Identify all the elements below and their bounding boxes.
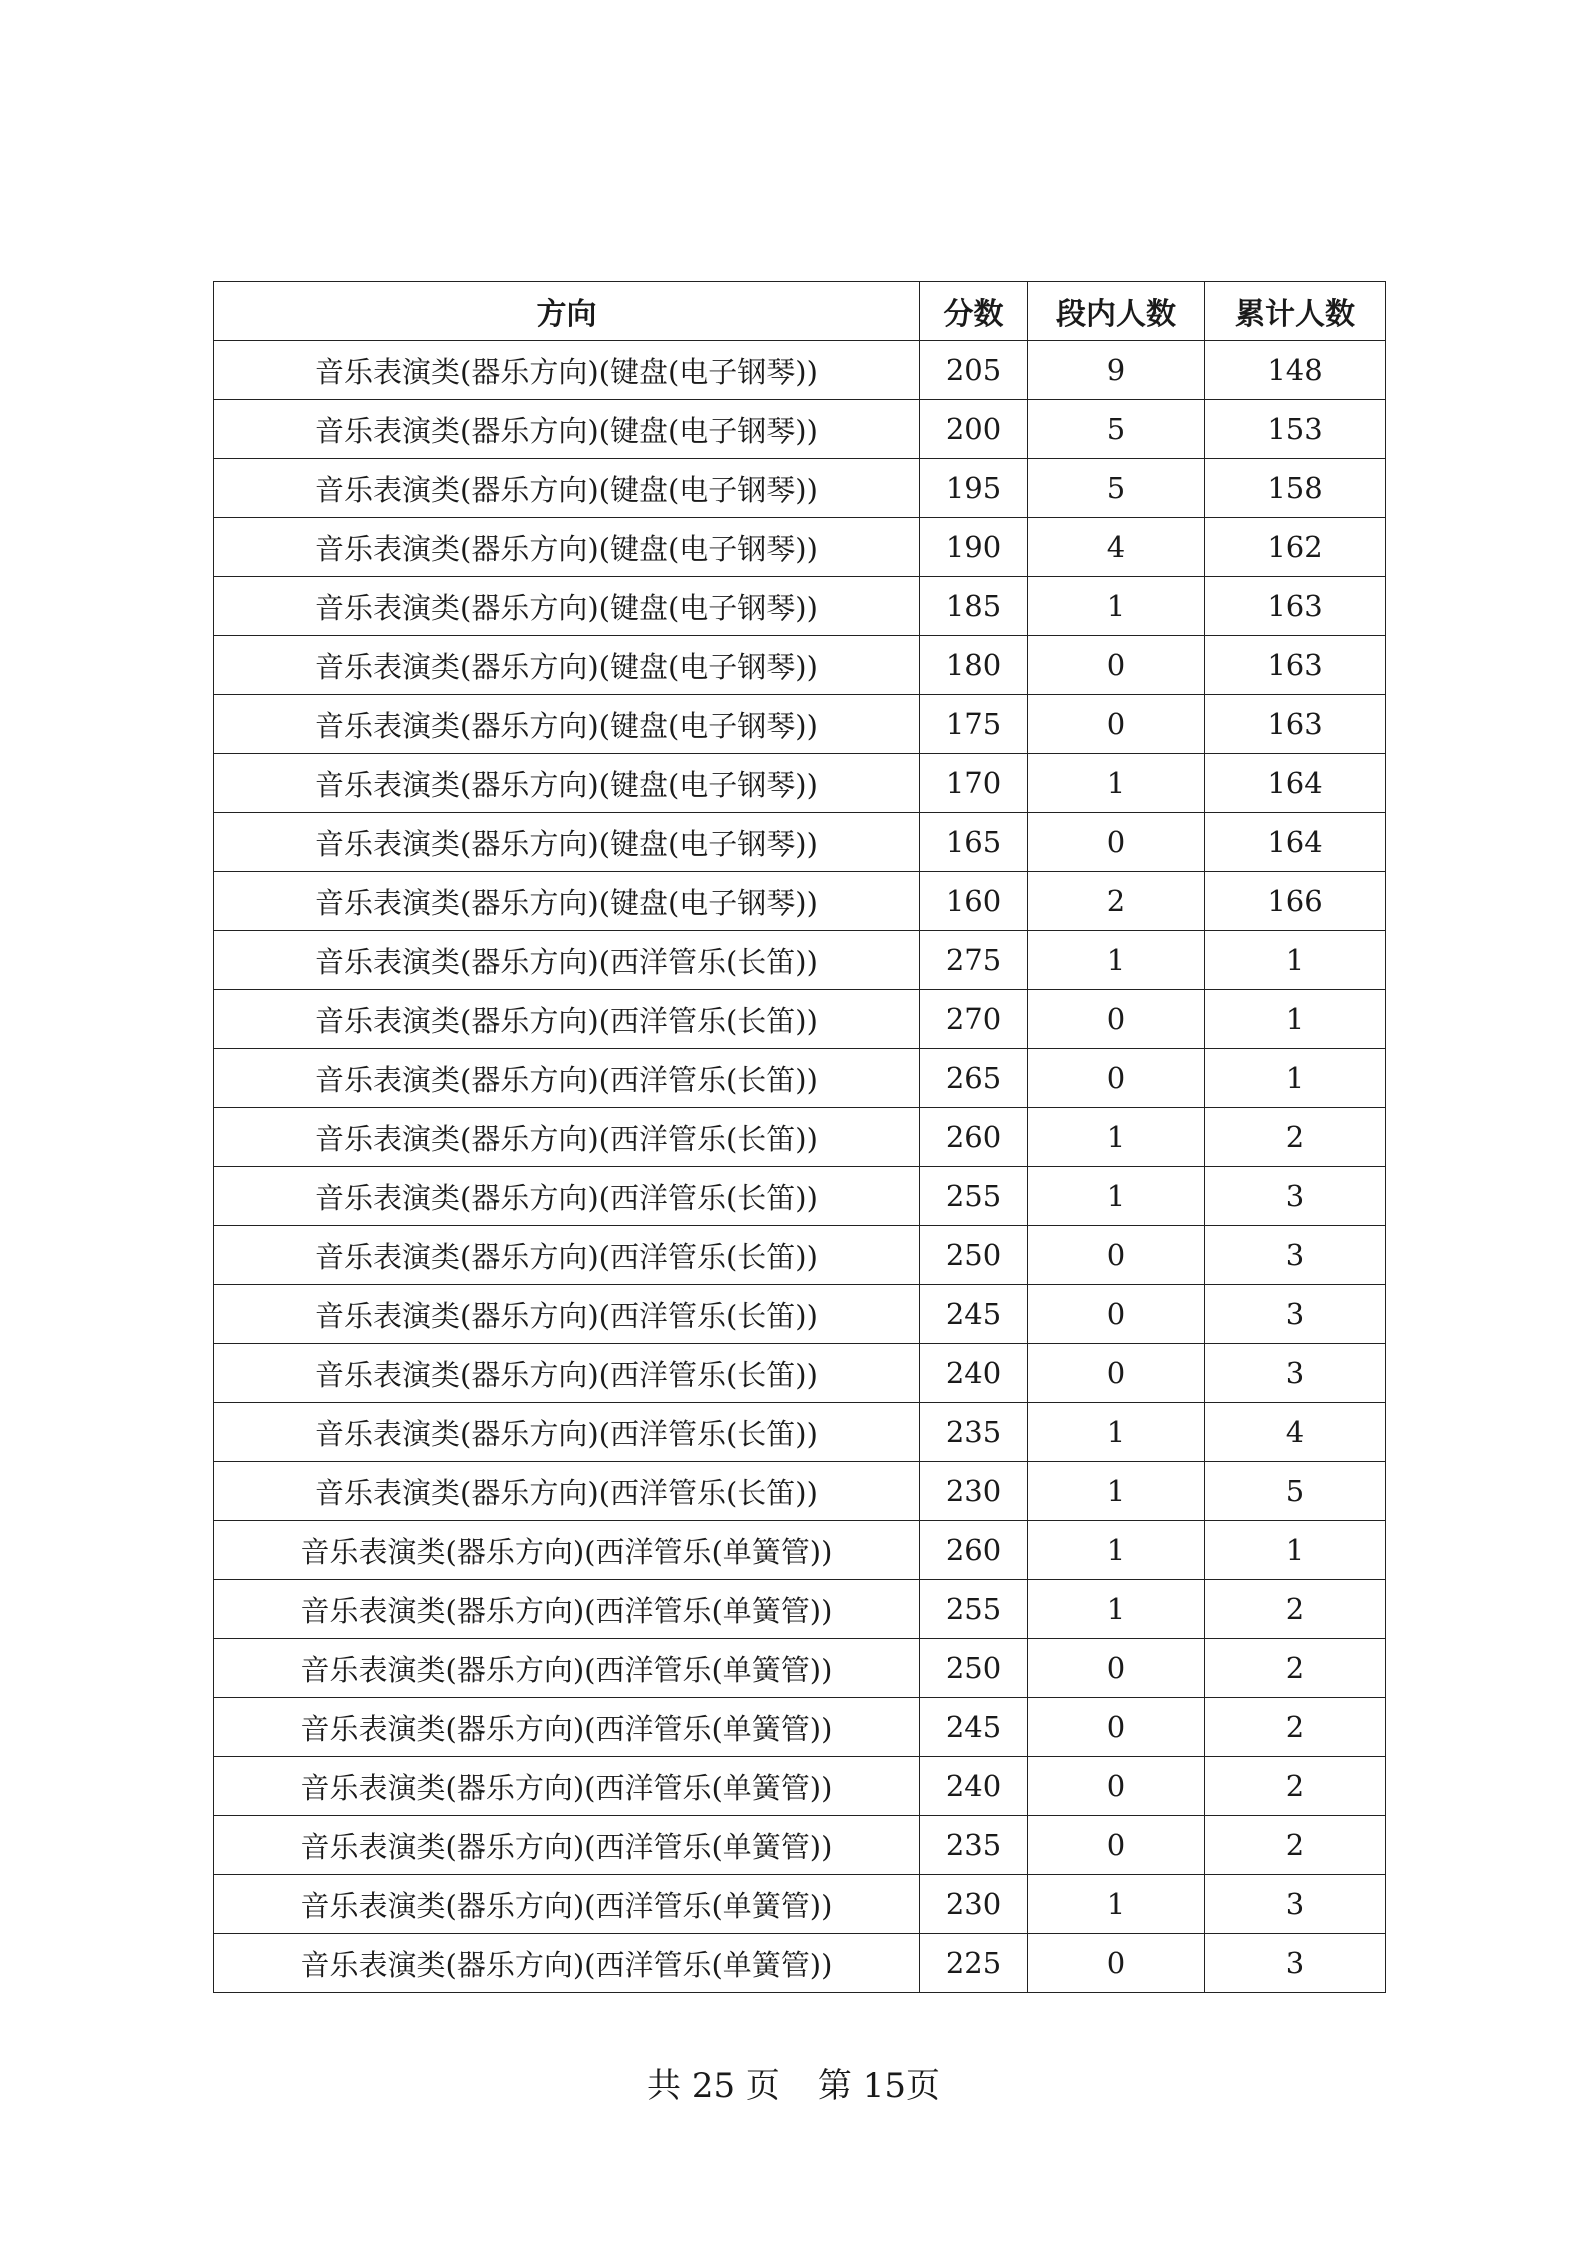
- cell-direction: 音乐表演类(器乐方向)(键盘(电子钢琴)): [214, 341, 920, 400]
- cell-score: 235: [920, 1816, 1028, 1875]
- cell-cumulative-count: 162: [1205, 518, 1386, 577]
- current-page: 第 15页: [817, 2066, 940, 2106]
- cell-score: 175: [920, 695, 1028, 754]
- cell-band-count: 1: [1028, 1108, 1205, 1167]
- cell-score: 250: [920, 1226, 1028, 1285]
- cell-score: 240: [920, 1344, 1028, 1403]
- cell-cumulative-count: 163: [1205, 577, 1386, 636]
- cell-score: 185: [920, 577, 1028, 636]
- total-pages: 共 25 页: [647, 2066, 780, 2106]
- cell-band-count: 1: [1028, 1875, 1205, 1934]
- table-row: [214, 1934, 1386, 1993]
- table-row: [214, 1757, 1386, 1816]
- cell-cumulative-count: 2: [1205, 1698, 1386, 1757]
- cell-score: 170: [920, 754, 1028, 813]
- cell-direction: 音乐表演类(器乐方向)(键盘(电子钢琴)): [214, 754, 920, 813]
- cell-band-count: 1: [1028, 577, 1205, 636]
- cell-score: 160: [920, 872, 1028, 931]
- cell-score: 240: [920, 1757, 1028, 1816]
- table-row: [214, 400, 1386, 459]
- table-row: [214, 1580, 1386, 1639]
- cell-cumulative-count: 3: [1205, 1875, 1386, 1934]
- cell-score: 230: [920, 1875, 1028, 1934]
- cell-band-count: 2: [1028, 872, 1205, 931]
- cell-score: 255: [920, 1167, 1028, 1226]
- score-table-container: [213, 281, 1385, 1993]
- header-cumulative-count: 累计人数: [1205, 282, 1386, 341]
- cell-direction: 音乐表演类(器乐方向)(键盘(电子钢琴)): [214, 872, 920, 931]
- table-row: [214, 1698, 1386, 1757]
- cell-band-count: 1: [1028, 1167, 1205, 1226]
- cell-band-count: 1: [1028, 1403, 1205, 1462]
- cell-score: 180: [920, 636, 1028, 695]
- cell-direction: 音乐表演类(器乐方向)(西洋管乐(长笛)): [214, 1344, 920, 1403]
- cell-cumulative-count: 1: [1205, 931, 1386, 990]
- cell-band-count: 0: [1028, 1344, 1205, 1403]
- cell-cumulative-count: 148: [1205, 341, 1386, 400]
- table-row: [214, 1462, 1386, 1521]
- cell-cumulative-count: 158: [1205, 459, 1386, 518]
- table-row: [214, 636, 1386, 695]
- table-row: [214, 931, 1386, 990]
- table-row: [214, 695, 1386, 754]
- cell-cumulative-count: 164: [1205, 754, 1386, 813]
- cell-direction: 音乐表演类(器乐方向)(西洋管乐(长笛)): [214, 931, 920, 990]
- table-row: [214, 1108, 1386, 1167]
- cell-score: 235: [920, 1403, 1028, 1462]
- cell-band-count: 0: [1028, 636, 1205, 695]
- cell-score: 245: [920, 1698, 1028, 1757]
- table-body: [214, 341, 1386, 1993]
- cell-band-count: 0: [1028, 1285, 1205, 1344]
- cell-band-count: 0: [1028, 1639, 1205, 1698]
- cell-band-count: 0: [1028, 1934, 1205, 1993]
- cell-cumulative-count: 3: [1205, 1285, 1386, 1344]
- header-direction: 方向: [214, 282, 920, 341]
- cell-cumulative-count: 3: [1205, 1167, 1386, 1226]
- cell-band-count: 0: [1028, 695, 1205, 754]
- cell-direction: 音乐表演类(器乐方向)(西洋管乐(长笛)): [214, 1226, 920, 1285]
- cell-cumulative-count: 1: [1205, 1521, 1386, 1580]
- cell-cumulative-count: 166: [1205, 872, 1386, 931]
- cell-direction: 音乐表演类(器乐方向)(西洋管乐(单簧管)): [214, 1521, 920, 1580]
- cell-cumulative-count: 163: [1205, 695, 1386, 754]
- cell-cumulative-count: 2: [1205, 1816, 1386, 1875]
- cell-band-count: 5: [1028, 400, 1205, 459]
- cell-cumulative-count: 1: [1205, 990, 1386, 1049]
- cell-band-count: 1: [1028, 754, 1205, 813]
- cell-score: 165: [920, 813, 1028, 872]
- cell-cumulative-count: 2: [1205, 1757, 1386, 1816]
- cell-score: 270: [920, 990, 1028, 1049]
- cell-direction: 音乐表演类(器乐方向)(西洋管乐(长笛)): [214, 1403, 920, 1462]
- cell-direction: 音乐表演类(器乐方向)(西洋管乐(单簧管)): [214, 1757, 920, 1816]
- cell-direction: 音乐表演类(器乐方向)(键盘(电子钢琴)): [214, 518, 920, 577]
- table-row: [214, 1816, 1386, 1875]
- cell-direction: 音乐表演类(器乐方向)(键盘(电子钢琴)): [214, 636, 920, 695]
- cell-cumulative-count: 153: [1205, 400, 1386, 459]
- cell-band-count: 9: [1028, 341, 1205, 400]
- cell-cumulative-count: 164: [1205, 813, 1386, 872]
- cell-band-count: 1: [1028, 931, 1205, 990]
- table-row: [214, 1049, 1386, 1108]
- cell-cumulative-count: 3: [1205, 1226, 1386, 1285]
- cell-direction: 音乐表演类(器乐方向)(西洋管乐(长笛)): [214, 1049, 920, 1108]
- cell-cumulative-count: 3: [1205, 1344, 1386, 1403]
- cell-band-count: 4: [1028, 518, 1205, 577]
- table-row: [214, 1226, 1386, 1285]
- cell-band-count: 1: [1028, 1580, 1205, 1639]
- table-row: [214, 1344, 1386, 1403]
- cell-score: 250: [920, 1639, 1028, 1698]
- table-row: [214, 1403, 1386, 1462]
- table-row: [214, 459, 1386, 518]
- table-header-row: [214, 282, 1386, 341]
- cell-band-count: 0: [1028, 1698, 1205, 1757]
- score-table: [213, 281, 1386, 1993]
- cell-cumulative-count: 5: [1205, 1462, 1386, 1521]
- cell-cumulative-count: 4: [1205, 1403, 1386, 1462]
- cell-score: 275: [920, 931, 1028, 990]
- cell-direction: 音乐表演类(器乐方向)(西洋管乐(长笛)): [214, 1167, 920, 1226]
- table-row: [214, 1521, 1386, 1580]
- cell-band-count: 1: [1028, 1462, 1205, 1521]
- cell-cumulative-count: 2: [1205, 1580, 1386, 1639]
- table-row: [214, 872, 1386, 931]
- cell-direction: 音乐表演类(器乐方向)(西洋管乐(单簧管)): [214, 1875, 920, 1934]
- table-row: [214, 1875, 1386, 1934]
- cell-direction: 音乐表演类(器乐方向)(西洋管乐(长笛)): [214, 1285, 920, 1344]
- cell-band-count: 0: [1028, 813, 1205, 872]
- table-row: [214, 813, 1386, 872]
- table-row: [214, 341, 1386, 400]
- cell-band-count: 0: [1028, 990, 1205, 1049]
- header-score: 分数: [920, 282, 1028, 341]
- cell-direction: 音乐表演类(器乐方向)(键盘(电子钢琴)): [214, 459, 920, 518]
- cell-cumulative-count: 2: [1205, 1639, 1386, 1698]
- header-band-count: 段内人数: [1028, 282, 1205, 341]
- table-row: [214, 754, 1386, 813]
- cell-band-count: 5: [1028, 459, 1205, 518]
- cell-direction: 音乐表演类(器乐方向)(西洋管乐(单簧管)): [214, 1816, 920, 1875]
- cell-score: 255: [920, 1580, 1028, 1639]
- cell-cumulative-count: 163: [1205, 636, 1386, 695]
- cell-band-count: 1: [1028, 1521, 1205, 1580]
- cell-cumulative-count: 1: [1205, 1049, 1386, 1108]
- cell-direction: 音乐表演类(器乐方向)(键盘(电子钢琴)): [214, 577, 920, 636]
- cell-band-count: 0: [1028, 1049, 1205, 1108]
- cell-band-count: 0: [1028, 1226, 1205, 1285]
- page-footer: [0, 2058, 1587, 2107]
- cell-score: 260: [920, 1108, 1028, 1167]
- cell-direction: 音乐表演类(器乐方向)(西洋管乐(长笛)): [214, 1462, 920, 1521]
- cell-direction: 音乐表演类(器乐方向)(键盘(电子钢琴)): [214, 813, 920, 872]
- cell-band-count: 0: [1028, 1757, 1205, 1816]
- cell-band-count: 0: [1028, 1816, 1205, 1875]
- cell-score: 245: [920, 1285, 1028, 1344]
- cell-score: 230: [920, 1462, 1028, 1521]
- table-row: [214, 577, 1386, 636]
- cell-direction: 音乐表演类(器乐方向)(键盘(电子钢琴)): [214, 400, 920, 459]
- cell-direction: 音乐表演类(器乐方向)(西洋管乐(长笛)): [214, 1108, 920, 1167]
- table-row: [214, 990, 1386, 1049]
- cell-cumulative-count: 2: [1205, 1108, 1386, 1167]
- table-row: [214, 1639, 1386, 1698]
- cell-direction: 音乐表演类(器乐方向)(西洋管乐(单簧管)): [214, 1934, 920, 1993]
- cell-direction: 音乐表演类(器乐方向)(西洋管乐(单簧管)): [214, 1698, 920, 1757]
- cell-cumulative-count: 3: [1205, 1934, 1386, 1993]
- cell-direction: 音乐表演类(器乐方向)(西洋管乐(单簧管)): [214, 1639, 920, 1698]
- cell-score: 225: [920, 1934, 1028, 1993]
- cell-score: 190: [920, 518, 1028, 577]
- table-row: [214, 1285, 1386, 1344]
- table-row: [214, 518, 1386, 577]
- cell-score: 195: [920, 459, 1028, 518]
- cell-score: 205: [920, 341, 1028, 400]
- cell-direction: 音乐表演类(器乐方向)(键盘(电子钢琴)): [214, 695, 920, 754]
- cell-score: 260: [920, 1521, 1028, 1580]
- cell-direction: 音乐表演类(器乐方向)(西洋管乐(长笛)): [214, 990, 920, 1049]
- cell-score: 200: [920, 400, 1028, 459]
- table-row: [214, 1167, 1386, 1226]
- cell-score: 265: [920, 1049, 1028, 1108]
- cell-direction: 音乐表演类(器乐方向)(西洋管乐(单簧管)): [214, 1580, 920, 1639]
